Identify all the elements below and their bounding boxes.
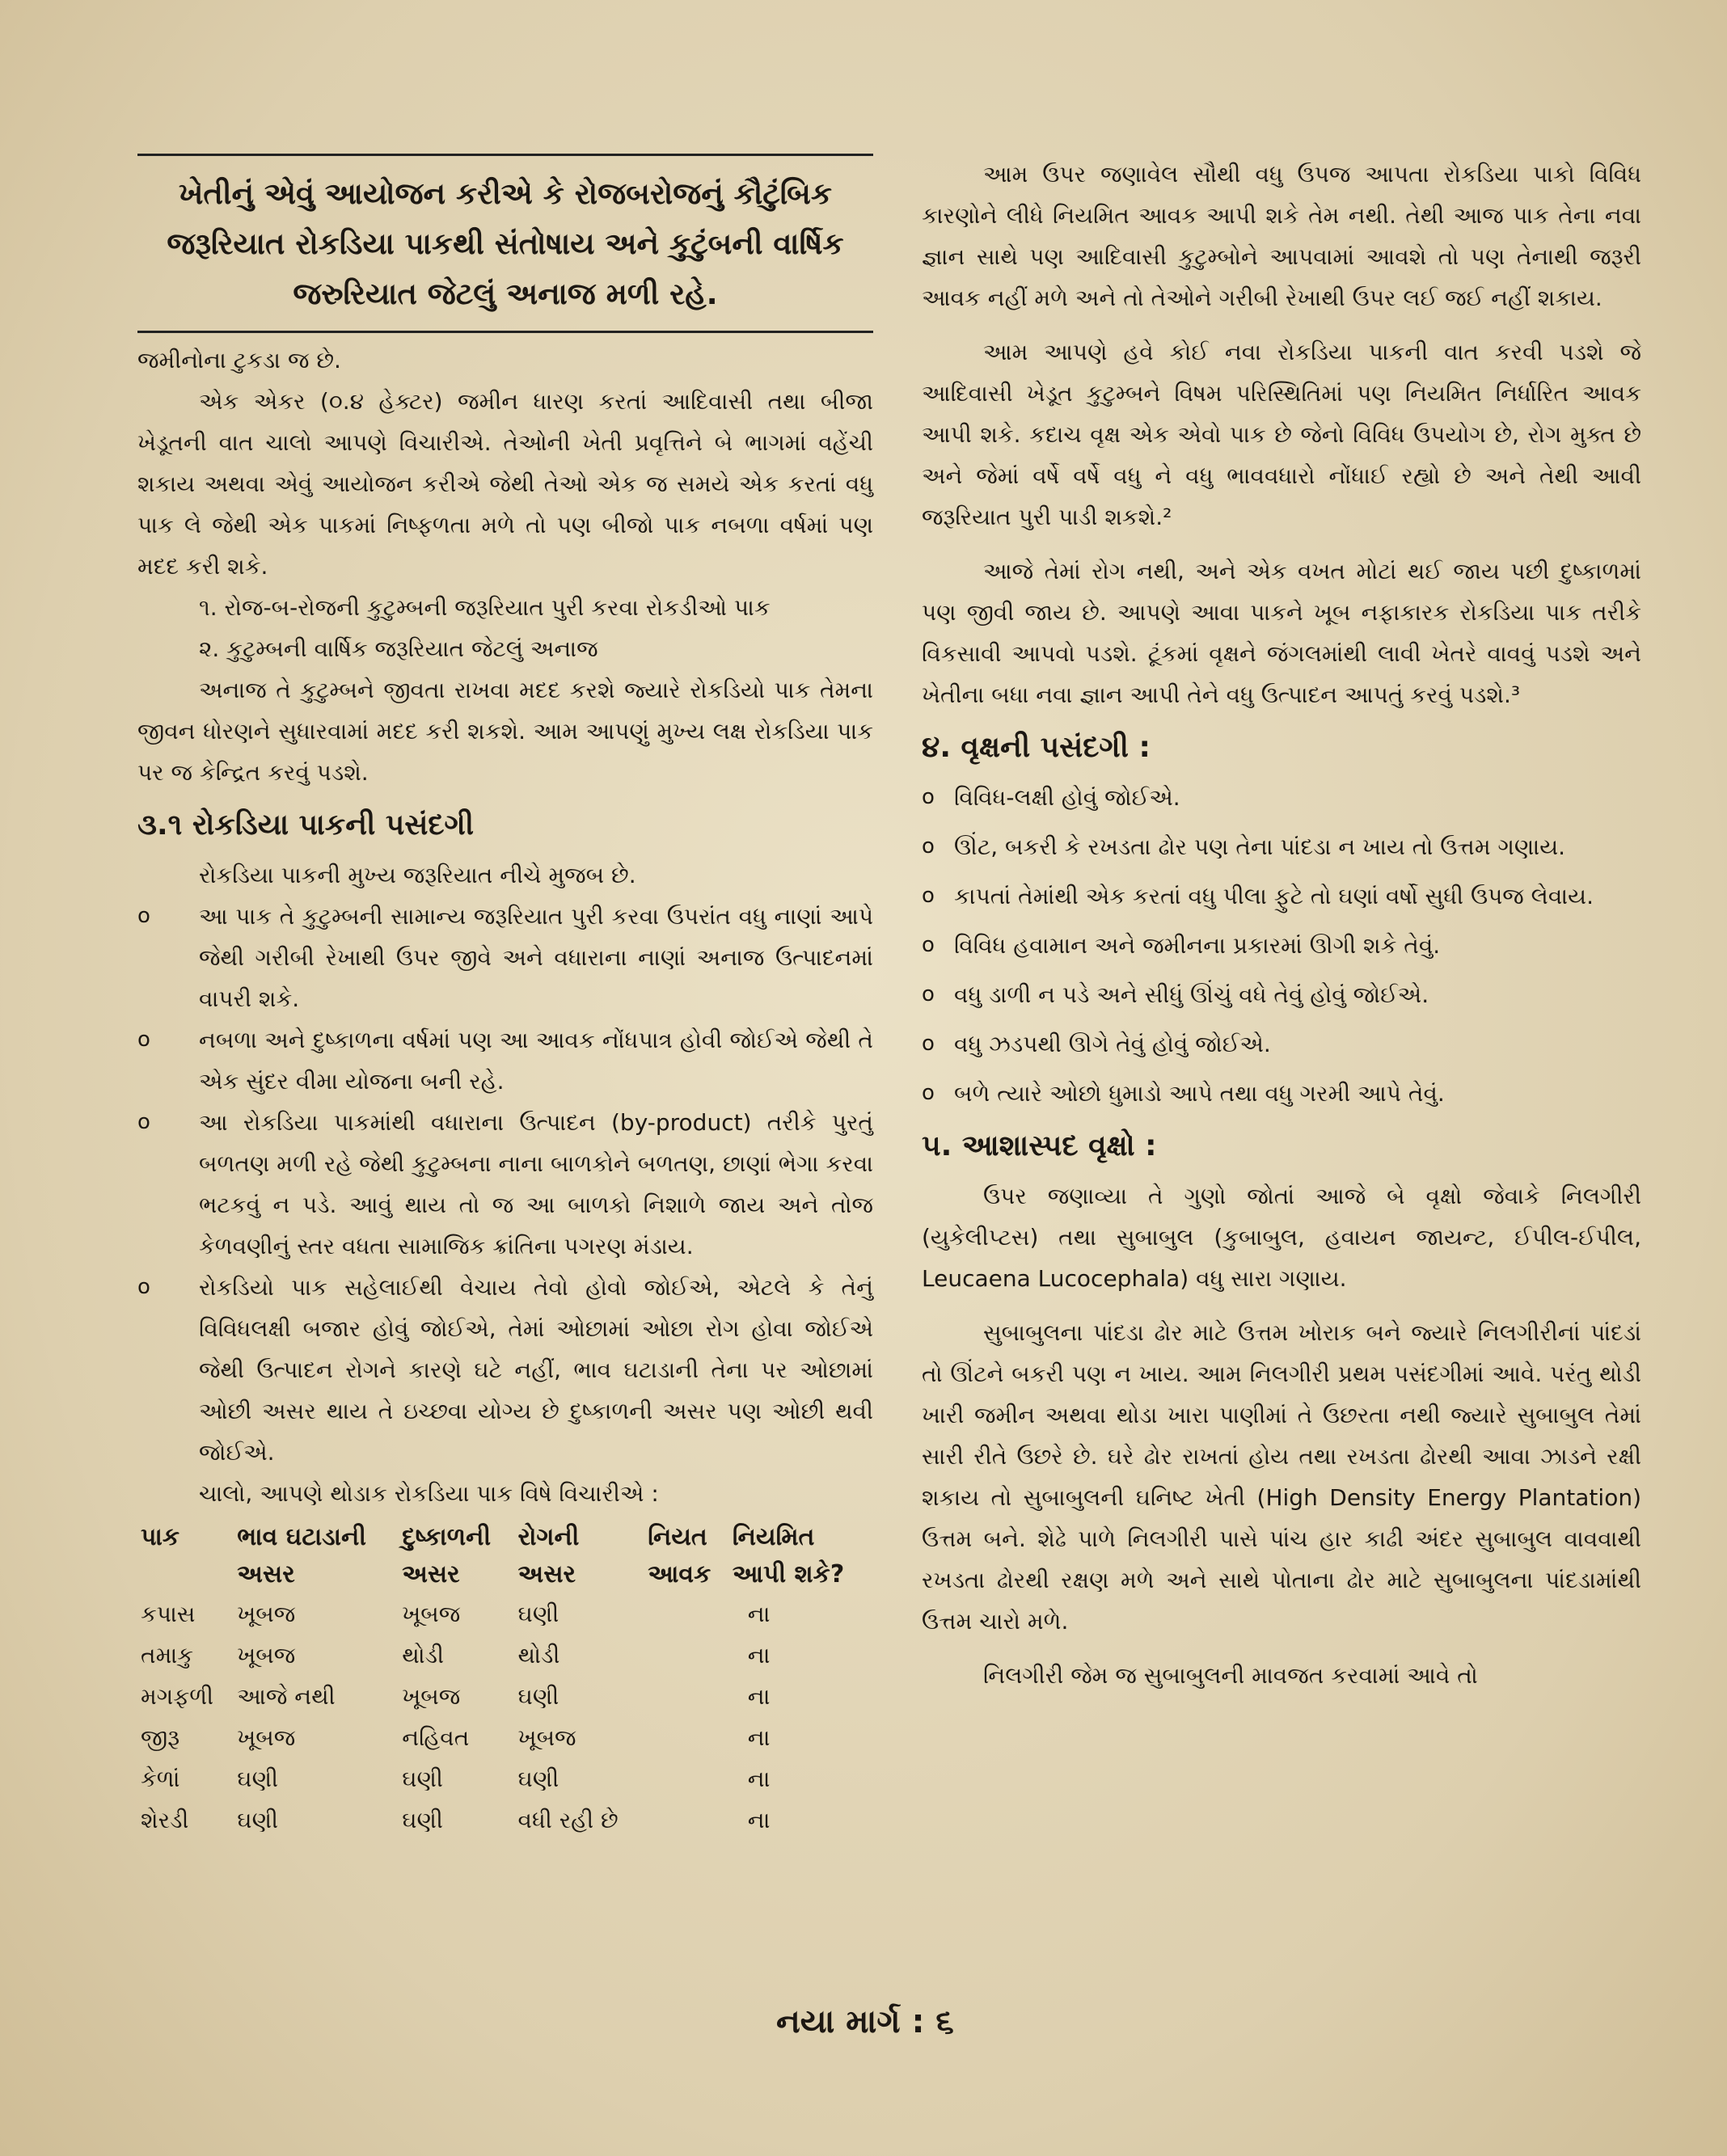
bullet-icon: o <box>137 1027 150 1052</box>
bullet-icon: o <box>137 904 150 928</box>
list-item: o નબળા અને દુષ્કાળના વર્ષમાં પણ આ આવક નોંધપાત્ર હોવી જોઈએ જેથી તે એક સુંદર વીમા યોજના બની રહે. <box>137 1019 873 1102</box>
table-cell: ખૂબજ <box>402 1601 461 1627</box>
paragraph: આમ ઉપર જણાવેલ સૌથી વધુ ઉપજ આપતા રોકડિયા પાકો વિવિધ કારણોને લીધે નિયમિત આવક આપી શકે તેમ નથી. તેથી આજ પાક તેના નવા જ્ઞાન સાથે પણ આદિવાસી કુટુમ્બોને આપવામાં આવશે તો પણ તેનાથી જરૂરી આવક નહીં મળે અને તો તેઓને ગરીબી રેખાથી ઉપર લઈ જઈ નહીં શકાય. <box>922 161 1641 311</box>
table-cell: ખૂબજ <box>402 1683 461 1710</box>
table-cell: કપાસ <box>141 1601 196 1627</box>
table-cell: શેરડી <box>141 1807 189 1833</box>
table-cell: ખૂબજ <box>237 1601 296 1627</box>
paragraph: ચાલો, આપણે થોડાક રોકડિયા પાક વિષે વિચારીએ : <box>199 1480 659 1507</box>
list-item: o વિવિધ-લક્ષી હોવું જોઈએ. <box>922 777 1641 818</box>
table-row <box>137 1758 873 1799</box>
table-header-row <box>137 1556 873 1593</box>
bullet-icon: o <box>922 1032 935 1056</box>
table-cell: ખૂબજ <box>237 1642 296 1669</box>
table-cell: મગફળી <box>141 1683 214 1710</box>
paragraph: આજે તેમાં રોગ નથી, અને એક વખત મોટાં થઈ જાય પછી દુષ્કાળમાં પણ જીવી જાય છે. આપણે આવા પાકને ખૂબ નફાકારક રોકડિયા પાક તરીકે વિકસાવી આપવો પડશે. ટૂંકમાં વૃક્ષને જંગલમાંથી લાવી ખેતરે વાવવું પડશે અને ખેતીના બધા નવા જ્ઞાન આપી તેને વધુ ઉત્પાદન આપતું કરવું પડશે.³ <box>922 558 1641 708</box>
table-cell: ના <box>747 1766 771 1792</box>
numbered-item: ૧. રોજ-બ-રોજની કુટુમ્બની જરૂરિયાત પુરી કરવા રોકડીઓ પાક <box>199 594 771 621</box>
paragraph: રોકડિયા પાકની મુખ્ય જરૂરિયાત નીચે મુજબ છે. <box>199 862 636 888</box>
bottom-rule <box>137 331 873 333</box>
table-header: અસર <box>402 1560 460 1589</box>
list-item: o કાપતાં તેમાંથી એક કરતાં વધુ પીલા ફુટે તો ઘણાં વર્ષો સુધી ઉપજ લેવાય. <box>922 875 1641 917</box>
table-cell: ના <box>747 1683 771 1710</box>
callout-text: ખેતીનું એવું આયોજન કરીએ કે રોજબરોજનું કૌટુંબિક જરૂરિયાત રોકડિયા પાકથી સંતોષાય અને કુટુંબની વાર્ષિક જરુરિયાત જેટલું અનાજ મળી રહે. <box>167 176 844 311</box>
table-cell: ઘણી <box>402 1807 443 1833</box>
section-heading: ૪. વૃક્ષની પસંદગી : <box>922 731 1151 764</box>
table-cell: ના <box>747 1724 771 1751</box>
right-column <box>922 154 1641 1696</box>
paragraph: જમીનોના ટુકડા જ છે. <box>137 347 341 373</box>
list-item: o વધુ ઝડપથી ઊગે તેવું હોવું જોઈએ. <box>922 1023 1641 1065</box>
table-header: આવક <box>648 1560 711 1589</box>
table-cell: ના <box>747 1642 771 1669</box>
section-heading: ૩.૧ રોકડિયા પાકની પસંદગી <box>137 808 475 842</box>
table-cell: ના <box>747 1601 771 1627</box>
list-item: o આ રોકડિયા પાકમાંથી વધારાના ઉત્પાદન (by-product) તરીકે પુરતું બળતણ મળી રહે જેથી કુટુમ્બના નાના બાળકોને બળતણ, છાણાં ભેગા કરવા ભટકવું ન પડે. આવું થાય તો જ આ બાળકો નિશાળે જાય અને તોજ કેળવણીનું સ્તર વધતા સામાજિક ક્રાંતિના પગરણ મંડાય. <box>137 1102 873 1267</box>
list-item: o વિવિધ હવામાન અને જમીનના પ્રકારમાં ઊગી શકે તેવું. <box>922 925 1641 966</box>
table-header: નિયત <box>648 1523 707 1551</box>
table-header: આપી શકે? <box>732 1560 845 1589</box>
table-header: અસર <box>237 1560 295 1589</box>
bullet-icon: o <box>922 834 935 859</box>
table-header: અસર <box>517 1560 576 1589</box>
table-cell: થોડી <box>402 1642 445 1669</box>
table-cell: નહિવત <box>402 1724 470 1751</box>
paragraph: એક એકર (૦.૪ હેક્ટર) જમીન ધારણ કરતાં આદિવાસી તથા બીજા ખેડૂતની વાત ચાલો આપણે વિચારીએ. તેઓની ખેતી પ્રવૃત્તિને બે ભાગમાં વહેંચી શકાય અથવા એવું આયોજન કરીએ જેથી તેઓ એક જ સમયે એક કરતાં વધુ પાક લે જેથી એક પાકમાં નિષ્ફળતા મળે તો પણ બીજો પાક નબળા વર્ષમાં પણ મદદ કરી શકે. <box>137 388 873 580</box>
left-column <box>137 154 873 1841</box>
bullet-icon: o <box>922 884 935 908</box>
table-cell: તમાકુ <box>141 1642 193 1669</box>
table-cell: ઘણી <box>517 1601 559 1627</box>
table-row <box>137 1717 873 1758</box>
table-cell: ના <box>747 1807 771 1833</box>
table-header-row <box>137 1519 873 1556</box>
table-cell: આજે નથી <box>237 1683 336 1710</box>
table-header: રોગની <box>517 1523 580 1551</box>
table-cell: ખૂબજ <box>517 1724 576 1751</box>
list-item: o રોકડિયો પાક સહેલાઈથી વેચાય તેવો હોવો જોઈએ, એટલે કે તેનું વિવિધલક્ષી બજાર હોવું જોઈએ, તેમાં ઓછામાં ઓછા રોગ હોવા જોઈએ જેથી ઉત્પાદન રોગને કારણે ઘટે નહીં, ભાવ ઘટાડાની તેના પર ઓછામાં ઓછી અસર થાય તે ઇચ્છવા યોગ્ય છે દુષ્કાળની અસર પણ ઓછી થવી જોઈએ. <box>137 1267 873 1473</box>
criteria-list <box>922 777 1641 1114</box>
table-row <box>137 1799 873 1841</box>
table-cell: ઘણી <box>402 1766 443 1792</box>
requirements-list <box>137 896 873 1473</box>
bullet-icon: o <box>922 1081 935 1105</box>
numbered-item: ૨. કુટુમ્બની વાર્ષિક જરૂરિયાત જેટલું અનાજ <box>199 635 598 662</box>
list-item: o બળે ત્યારે ઓછો ધુમાડો આપે તથા વધુ ગરમી આપે તેવું. <box>922 1073 1641 1114</box>
paragraph: આમ આપણે હવે કોઈ નવા રોકડિયા પાકની વાત કરવી પડશે જે આદિવાસી ખેડૂત કુટુમ્બને વિષમ પરિસ્થિતિમાં પણ નિયમિત નિર્ધારિત આવક આપી શકે. કદાચ વૃક્ષ એક એવો પાક છે જેનો વિવિધ ઉપયોગ છે, રોગ મુક્ત છે અને જેમાં વર્ષે વર્ષે વધુ ને વધુ ભાવવધારો નોંધાઈ રહ્યો છે અને તેથી આવી જરૂરિયાત પુરી પાડી શકશે.² <box>922 339 1641 530</box>
table-row <box>137 1676 873 1717</box>
paragraph: અનાજ તે કુટુમ્બને જીવતા રાખવા મદદ કરશે જ્યારે રોકડિયો પાક તેમના જીવન ધોરણને સુધારવામાં મદદ કરી શકશે. આમ આપણું મુખ્ય લક્ષ રોકડિયા પાક પર જ કેન્દ્રિત કરવું પડશે. <box>137 677 873 786</box>
table-row <box>137 1593 873 1635</box>
paragraph: સુબાબુલના પાંદડા ઢોર માટે ઉત્તમ ખોરાક બને જ્યારે નિલગીરીનાં પાંદડાં તો ઊંટને બકરી પણ ન ખાય. આમ નિલગીરી પ્રથમ પસંદગીમાં આવે. પરંતુ થોડી ખારી જમીન અથવા થોડા ખારા પાણીમાં તે ઉછરતા નથી જ્યારે સુબાબુલ તેમાં સારી રીતે ઉછરે છે. ઘરે ઢોર રાખતાં હોય તથા રખડતા ઢોરથી આવા ઝાડને રક્ષી શકાય તો સુબાબુલની ઘનિષ્ટ ખેતી (High Density Energy Plantation) ઉત્તમ બને. શેઢે પાળે નિલગીરી પાસે પાંચ હાર કાઢી અંદર સુબાબુલ વાવવાથી રખડતા ઢોરથી રક્ષણ મળે અને સાથે પોતાના ઢોર માટે સુબાબુલના પાંદડામાંથી ઉત્તમ ચારો મળે. <box>922 1319 1641 1635</box>
bullet-icon: o <box>137 1110 150 1134</box>
table-header: નિયમિત <box>732 1523 815 1551</box>
table-cell: ખૂબજ <box>237 1724 296 1751</box>
bullet-icon: o <box>922 982 935 1006</box>
bullet-icon: o <box>922 933 935 957</box>
bullet-icon: o <box>137 1275 150 1299</box>
section-heading: ૫. આશાસ્પદ વૃક્ષો : <box>922 1129 1157 1162</box>
table-cell: વધી રહી છે <box>517 1807 619 1833</box>
table-cell: ઘણી <box>237 1766 278 1792</box>
list-item: o વધુ ડાળી ન પડે અને સીધું ઊંચું વધે તેવું હોવું જોઈએ. <box>922 974 1641 1015</box>
table-header: દુષ્કાળની <box>402 1523 492 1551</box>
page-footer: નયા માર્ગ : ૬ <box>776 2003 954 2040</box>
bullet-icon: o <box>922 785 935 809</box>
paragraph: નિલગીરી જેમ જ સુબાબુલની માવજત કરવામાં આવે તો <box>983 1662 1478 1689</box>
list-item: o ઊંટ, બકરી કે રખડતા ઢોર પણ તેના પાંદડા ન ખાય તો ઉત્તમ ગણાય. <box>922 826 1641 867</box>
table-cell: કેળાં <box>141 1766 180 1792</box>
table-header: ભાવ ઘટાડાની <box>237 1523 366 1551</box>
table-cell: ઘણી <box>517 1766 559 1792</box>
table-cell: ઘણી <box>237 1807 278 1833</box>
table-header <box>137 1556 234 1593</box>
table-cell: થોડી <box>517 1642 560 1669</box>
crop-table <box>137 1519 873 1841</box>
table-row <box>137 1635 873 1676</box>
list-item: o આ પાક તે કુટુમ્બની સામાન્ય જરૂરિયાત પુરી કરવા ઉપરાંત વધુ નાણાં આપે જેથી ગરીબી રેખાથી ઉપર જીવે અને વધારાના નાણાં અનાજ ઉત્પાદનમાં વાપરી શકે. <box>137 896 873 1019</box>
paragraph: ઉપર જણાવ્યા તે ગુણો જોતાં આજે બે વૃક્ષો જેવાકે નિલગીરી (યુકેલીપ્ટસ) તથા સુબાબુલ (કુબાબુલ, હવાયન જાયન્ટ, ઈપીલ-ઈપીલ, Leucaena Lucocephala) વધુ સારા ગણાય. <box>922 1183 1641 1292</box>
table-cell: જીરૂ <box>141 1724 180 1751</box>
table-header: પાક <box>141 1523 179 1551</box>
table-cell: ઘણી <box>517 1683 559 1710</box>
